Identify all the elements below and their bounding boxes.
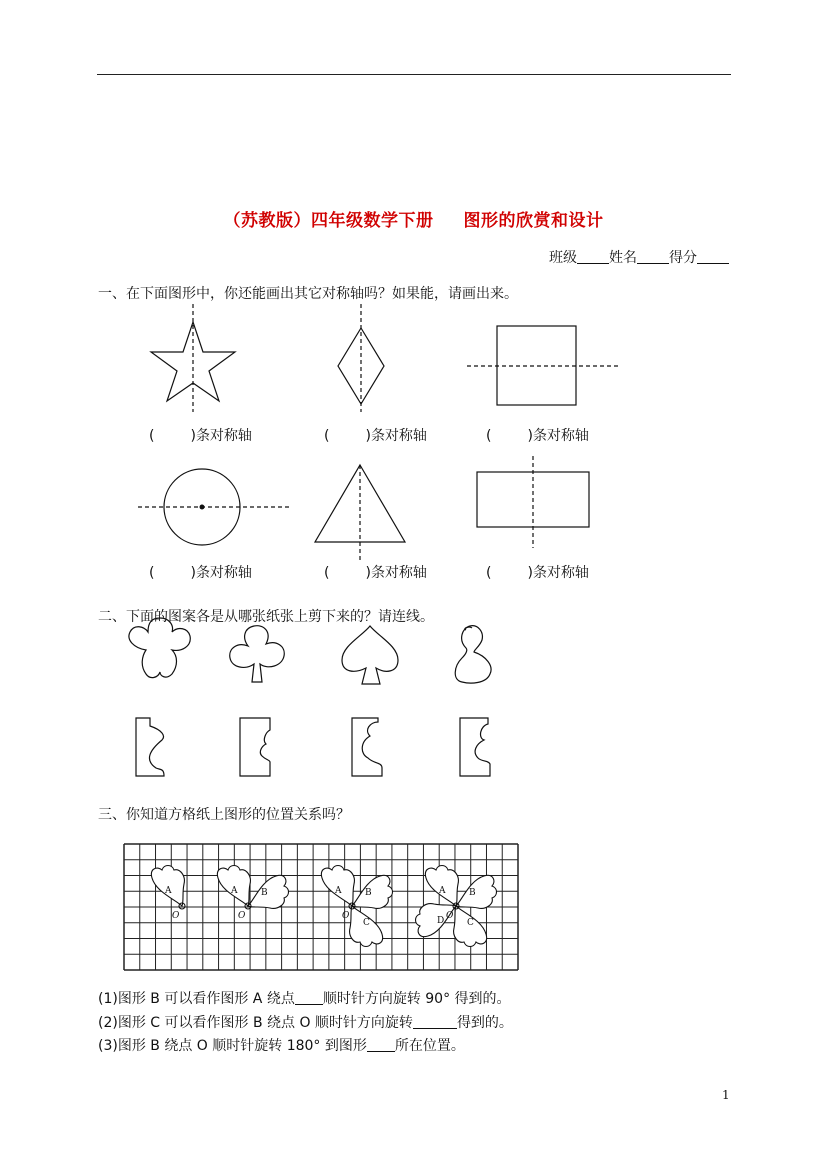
section1-question: 一、在下面图形中，你还能画出其它对称轴吗？如果能，请画出来。 — [98, 286, 518, 302]
score-label: 得分 — [669, 250, 697, 266]
club-icon — [230, 626, 285, 682]
petal-label-A: A — [335, 886, 342, 896]
petal-label-A: A — [165, 886, 172, 896]
q2-blank[interactable] — [413, 1014, 457, 1029]
rotation-grid — [120, 840, 520, 972]
folded-paper-4 — [460, 718, 490, 776]
circle-center-dot — [200, 505, 205, 510]
caption-rhombus: ( )条对称轴 — [324, 428, 427, 444]
name-label: 姓名 — [609, 250, 637, 266]
caption-circle: ( )条对称轴 — [149, 565, 252, 581]
title-publisher: （苏教版）四年级数学下册 — [223, 211, 434, 231]
petal-label-B: B — [365, 888, 372, 898]
title-topic: 图形的欣赏和设计 — [463, 211, 604, 231]
petal-label-C: C — [467, 918, 474, 928]
q3-blank[interactable] — [367, 1037, 395, 1052]
sub-question-3: (3)图形 B 绕点 O 顺时针旋转 180° 到图形 所在位置。 — [98, 1038, 465, 1054]
petal-label-C: C — [363, 918, 370, 928]
center-label-O: O — [446, 911, 454, 921]
center-label-O: O — [238, 911, 246, 921]
caption-triangle: ( )条对称轴 — [324, 565, 427, 581]
folded-paper-3 — [352, 718, 382, 776]
q1-blank[interactable] — [295, 990, 323, 1005]
petal-label-A: A — [439, 886, 446, 896]
caption-star: ( )条对称轴 — [149, 428, 252, 444]
petal-B — [248, 875, 289, 908]
petal-label-A: A — [231, 886, 238, 896]
folded-paper-1 — [136, 718, 164, 776]
caption-rectangle: ( )条对称轴 — [486, 565, 589, 581]
gourd-icon — [455, 626, 491, 683]
center-label-O: O — [342, 911, 350, 921]
section3-question: 三、你知道方格纸上图形的位置关系吗？ — [98, 807, 350, 823]
square-icon — [497, 326, 576, 405]
center-label-O: O — [172, 911, 180, 921]
petal-B — [456, 875, 497, 908]
petal-label-B: B — [469, 888, 476, 898]
class-label: 班级 — [549, 250, 577, 266]
section2-figures — [0, 600, 827, 790]
folded-paper-2 — [240, 718, 270, 776]
section2-question: 二、下面的图案各是从哪张纸张上剪下来的？请连线。 — [98, 609, 434, 625]
trefoil-icon — [129, 618, 190, 678]
petal-label-D: D — [437, 916, 445, 926]
page-number: 1 — [722, 1088, 730, 1102]
sub-question-1: (1)图形 B 可以看作图形 A 绕点 顺时针方向旋转 90° 得到的。 — [98, 991, 511, 1007]
sub-question-2: (2)图形 C 可以看作图形 B 绕点 O 顺时针方向旋转 得到的。 — [98, 1015, 513, 1031]
petal-label-B: B — [261, 888, 268, 898]
petal-B — [352, 875, 393, 908]
spade-icon — [342, 626, 398, 684]
caption-square: ( )条对称轴 — [486, 428, 589, 444]
